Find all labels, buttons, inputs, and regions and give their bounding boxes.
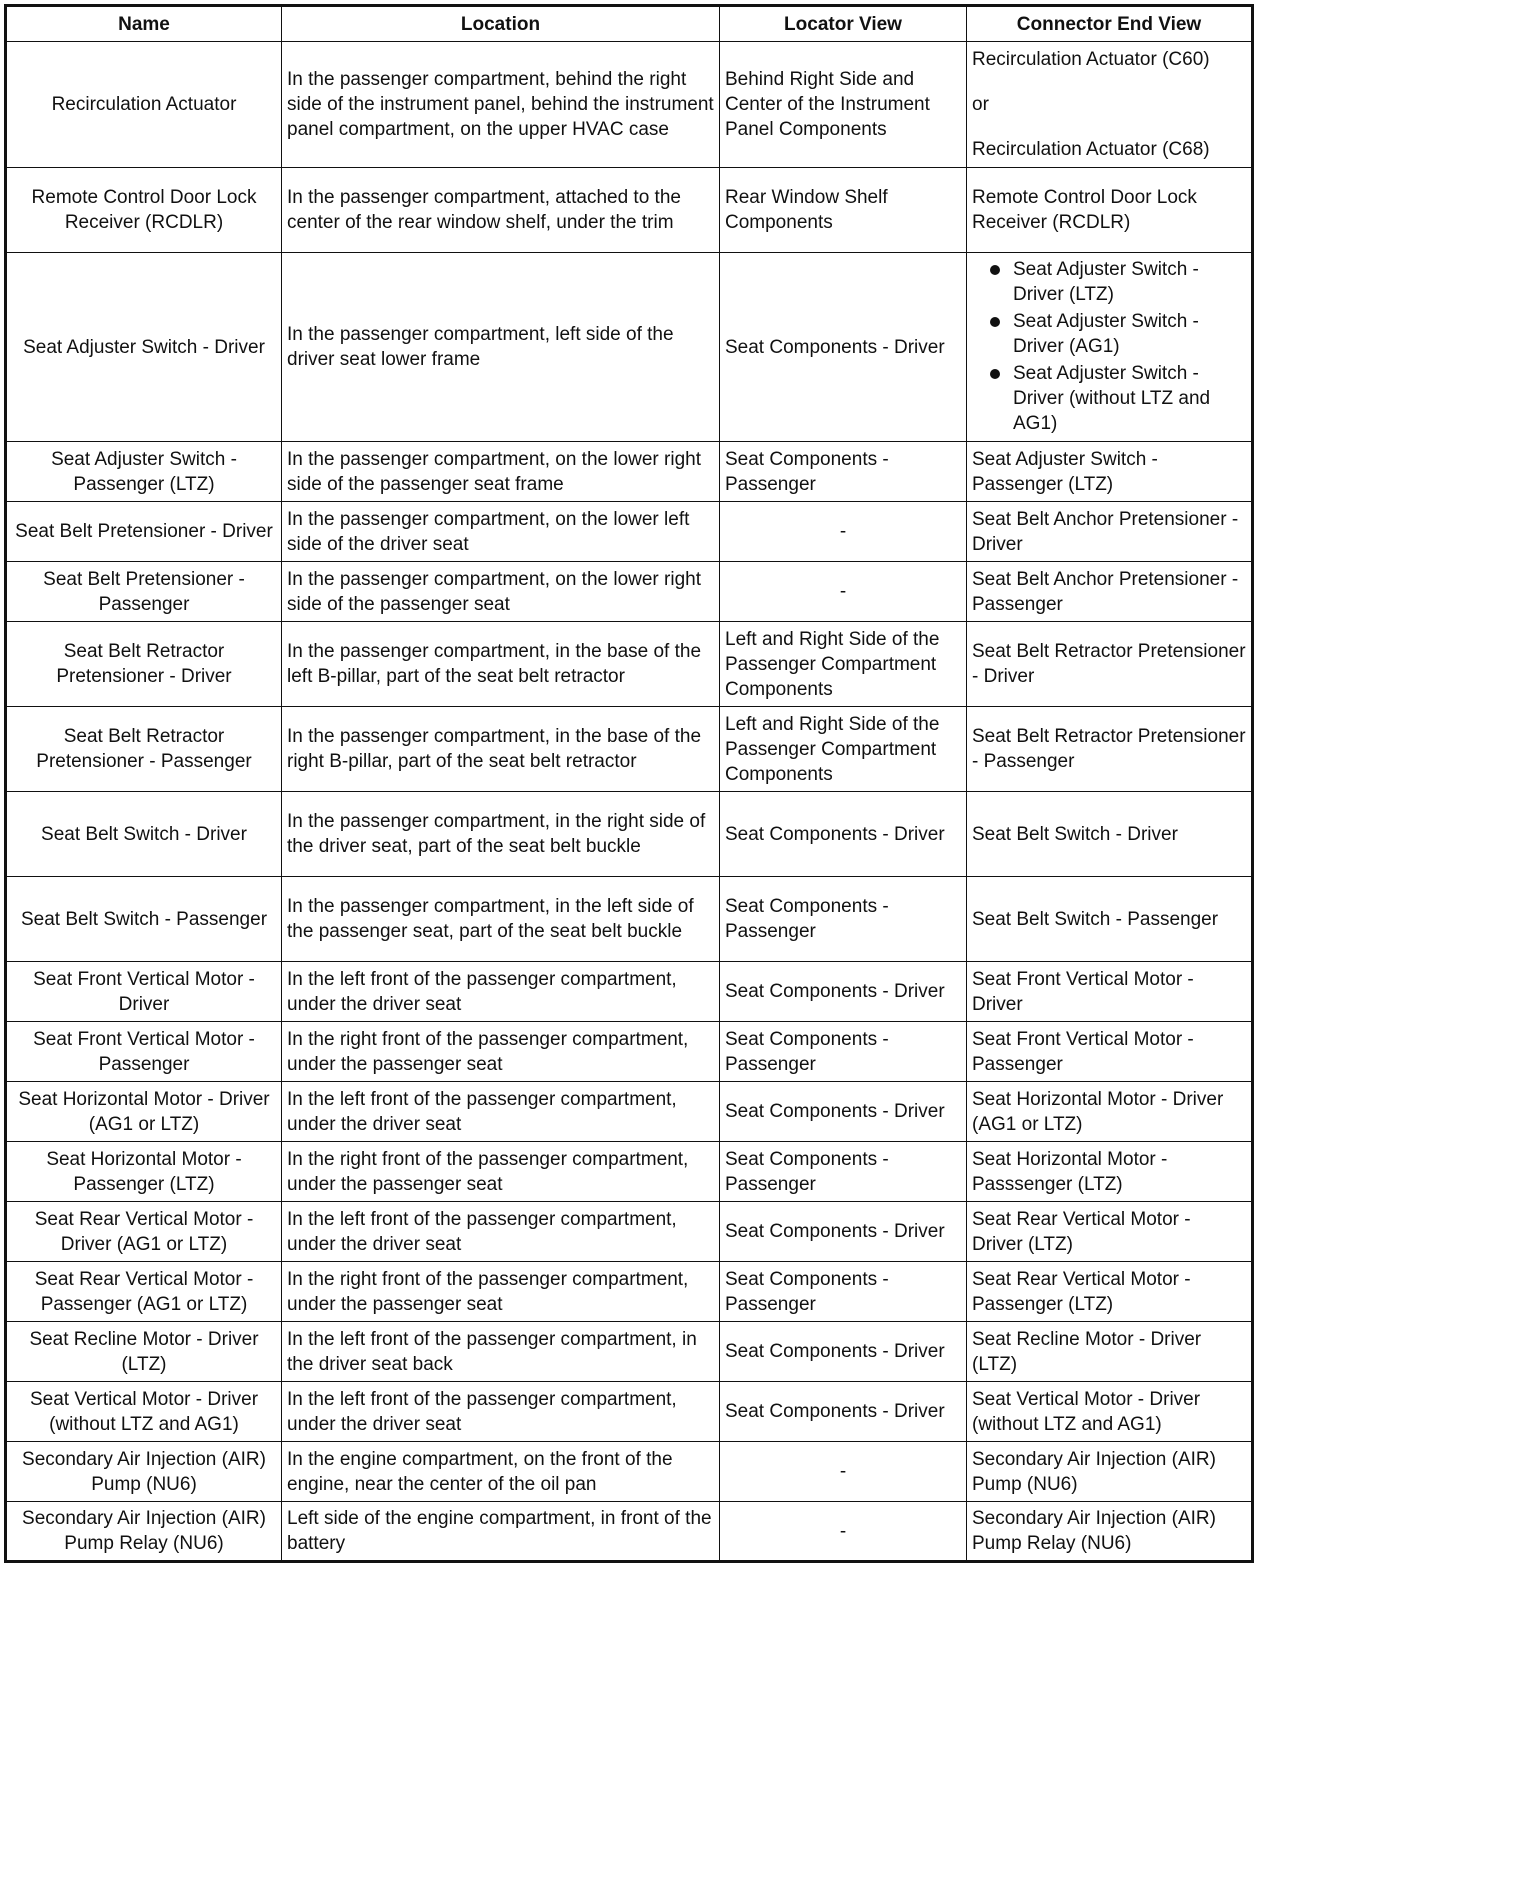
table-row xyxy=(6,792,1253,877)
cell-locator-view: Left and Right Side of the Passenger Compartment Components xyxy=(720,622,967,707)
table-row xyxy=(6,1022,1253,1082)
component-locator-table xyxy=(4,4,1254,1563)
cell-connector-end-view: Seat Rear Vertical Motor - Driver (LTZ) xyxy=(967,1202,1253,1262)
cell-locator-view: Seat Components - Passenger xyxy=(720,877,967,962)
cell-location: In the passenger compartment, on the lower right side of the passenger seat frame xyxy=(282,442,720,502)
cell-name: Remote Control Door Lock Receiver (RCDLR) xyxy=(6,168,282,253)
cell-connector-end-view: Seat Horizontal Motor - Passsenger (LTZ) xyxy=(967,1142,1253,1202)
cell-location: In the engine compartment, on the front of the engine, near the center of the oil pan xyxy=(282,1442,720,1502)
table-row xyxy=(6,707,1253,792)
table-row xyxy=(6,622,1253,707)
cell-location: In the passenger compartment, attached to the center of the rear window shelf, under the trim xyxy=(282,168,720,253)
header-name: Name xyxy=(6,6,282,42)
cell-locator-view: - xyxy=(720,1442,967,1502)
cell-name: Seat Recline Motor - Driver (LTZ) xyxy=(6,1322,282,1382)
table-row xyxy=(6,562,1253,622)
cell-location: In the right front of the passenger compartment, under the passenger seat xyxy=(282,1262,720,1322)
cell-location: In the passenger compartment, on the lower right side of the passenger seat xyxy=(282,562,720,622)
cell-connector-end-view: Seat Belt Anchor Pretensioner - Passenger xyxy=(967,562,1253,622)
cell-name: Secondary Air Injection (AIR) Pump Relay (NU6) xyxy=(6,1502,282,1562)
cell-name: Seat Belt Retractor Pretensioner - Driver xyxy=(6,622,282,707)
cell-location: In the passenger compartment, in the left side of the passenger seat, part of the seat belt buckle xyxy=(282,877,720,962)
cell-connector-end-view: Seat Front Vertical Motor - Passenger xyxy=(967,1022,1253,1082)
cell-name: Seat Front Vertical Motor - Driver xyxy=(6,962,282,1022)
list-item: Seat Adjuster Switch - Driver (AG1) xyxy=(988,309,1246,359)
cell-connector-end-view xyxy=(967,253,1253,442)
cell-locator-view: Seat Components - Passenger xyxy=(720,442,967,502)
cell-connector-end-view: Seat Rear Vertical Motor - Passenger (LTZ) xyxy=(967,1262,1253,1322)
cell-connector-end-view: Seat Adjuster Switch - Passenger (LTZ) xyxy=(967,442,1253,502)
connector-line: Recirculation Actuator (C68) xyxy=(972,139,1210,160)
cell-name: Secondary Air Injection (AIR) Pump (NU6) xyxy=(6,1442,282,1502)
cell-locator-view: Seat Components - Passenger xyxy=(720,1142,967,1202)
cell-locator-view: - xyxy=(720,1502,967,1562)
cell-name: Seat Adjuster Switch - Driver xyxy=(6,253,282,442)
table-row xyxy=(6,442,1253,502)
cell-connector-end-view: Seat Vertical Motor - Driver (without LTZ and AG1) xyxy=(967,1382,1253,1442)
cell-name: Seat Front Vertical Motor - Passenger xyxy=(6,1022,282,1082)
cell-location: In the passenger compartment, behind the right side of the instrument panel, behind the instrument panel compartment, on the upper HVAC case xyxy=(282,42,720,168)
cell-connector-end-view: Secondary Air Injection (AIR) Pump (NU6) xyxy=(967,1442,1253,1502)
cell-locator-view: - xyxy=(720,562,967,622)
header-connector-end-view: Connector End View xyxy=(967,6,1253,42)
connector-line: Recirculation Actuator (C60) xyxy=(972,49,1210,70)
cell-locator-view: Left and Right Side of the Passenger Compartment Components xyxy=(720,707,967,792)
cell-connector-end-view: Seat Belt Switch - Passenger xyxy=(967,877,1253,962)
cell-name: Seat Rear Vertical Motor - Driver (AG1 or LTZ) xyxy=(6,1202,282,1262)
table-row xyxy=(6,502,1253,562)
header-row xyxy=(6,6,1253,42)
cell-name: Seat Vertical Motor - Driver (without LTZ and AG1) xyxy=(6,1382,282,1442)
list-item: Seat Adjuster Switch - Driver (LTZ) xyxy=(988,257,1246,307)
cell-location: In the passenger compartment, on the lower left side of the driver seat xyxy=(282,502,720,562)
cell-location: In the passenger compartment, in the right side of the driver seat, part of the seat belt buckle xyxy=(282,792,720,877)
cell-name: Seat Belt Pretensioner - Driver xyxy=(6,502,282,562)
table-row xyxy=(6,1202,1253,1262)
list-item: Seat Adjuster Switch - Driver (without LTZ and AG1) xyxy=(988,361,1246,436)
cell-connector-end-view: Seat Recline Motor - Driver (LTZ) xyxy=(967,1322,1253,1382)
cell-locator-view: Seat Components - Driver xyxy=(720,1382,967,1442)
cell-name: Seat Belt Switch - Passenger xyxy=(6,877,282,962)
cell-name: Seat Horizontal Motor - Driver (AG1 or LTZ) xyxy=(6,1082,282,1142)
table-row xyxy=(6,168,1253,253)
table-row xyxy=(6,1082,1253,1142)
cell-locator-view: Seat Components - Passenger xyxy=(720,1262,967,1322)
cell-location: In the right front of the passenger compartment, under the passenger seat xyxy=(282,1142,720,1202)
cell-connector-end-view: Seat Front Vertical Motor - Driver xyxy=(967,962,1253,1022)
table-row xyxy=(6,1322,1253,1382)
connector-bullet-list xyxy=(972,257,1246,436)
table-row xyxy=(6,253,1253,442)
table-row xyxy=(6,962,1253,1022)
cell-connector-end-view: Seat Horizontal Motor - Driver (AG1 or LTZ) xyxy=(967,1082,1253,1142)
cell-location: In the left front of the passenger compartment, under the driver seat xyxy=(282,1082,720,1142)
table-row xyxy=(6,1382,1253,1442)
table-row xyxy=(6,1142,1253,1202)
cell-locator-view: Behind Right Side and Center of the Instrument Panel Components xyxy=(720,42,967,168)
cell-connector-end-view: Seat Belt Anchor Pretensioner - Driver xyxy=(967,502,1253,562)
cell-connector-end-view: Seat Belt Switch - Driver xyxy=(967,792,1253,877)
table-row xyxy=(6,42,1253,168)
cell-location: In the passenger compartment, in the base of the right B-pillar, part of the seat belt retractor xyxy=(282,707,720,792)
cell-name: Seat Adjuster Switch - Passenger (LTZ) xyxy=(6,442,282,502)
cell-location: In the right front of the passenger compartment, under the passenger seat xyxy=(282,1022,720,1082)
cell-connector-end-view: Seat Belt Retractor Pretensioner - Passenger xyxy=(967,707,1253,792)
cell-locator-view: Seat Components - Driver xyxy=(720,792,967,877)
cell-location: In the left front of the passenger compartment, under the driver seat xyxy=(282,962,720,1022)
header-location: Location xyxy=(282,6,720,42)
cell-locator-view: Seat Components - Driver xyxy=(720,962,967,1022)
cell-name: Seat Rear Vertical Motor - Passenger (AG1 or LTZ) xyxy=(6,1262,282,1322)
cell-location: In the passenger compartment, left side of the driver seat lower frame xyxy=(282,253,720,442)
cell-location: In the left front of the passenger compartment, under the driver seat xyxy=(282,1382,720,1442)
cell-location: In the passenger compartment, in the base of the left B-pillar, part of the seat belt retractor xyxy=(282,622,720,707)
cell-locator-view: Seat Components - Driver xyxy=(720,1322,967,1382)
table-row xyxy=(6,877,1253,962)
cell-connector-end-view xyxy=(967,42,1253,168)
cell-connector-end-view: Remote Control Door Lock Receiver (RCDLR) xyxy=(967,168,1253,253)
cell-connector-end-view: Secondary Air Injection (AIR) Pump Relay (NU6) xyxy=(967,1502,1253,1562)
table-row xyxy=(6,1502,1253,1562)
cell-name: Seat Horizontal Motor - Passenger (LTZ) xyxy=(6,1142,282,1202)
header-locator-view: Locator View xyxy=(720,6,967,42)
table-row xyxy=(6,1262,1253,1322)
cell-name: Seat Belt Pretensioner - Passenger xyxy=(6,562,282,622)
cell-locator-view: Rear Window Shelf Components xyxy=(720,168,967,253)
cell-locator-view: Seat Components - Passenger xyxy=(720,1022,967,1082)
cell-location: Left side of the engine compartment, in front of the battery xyxy=(282,1502,720,1562)
cell-name: Seat Belt Retractor Pretensioner - Passenger xyxy=(6,707,282,792)
cell-location: In the left front of the passenger compartment, in the driver seat back xyxy=(282,1322,720,1382)
cell-locator-view: Seat Components - Driver xyxy=(720,253,967,442)
cell-connector-end-view: Seat Belt Retractor Pretensioner - Driver xyxy=(967,622,1253,707)
cell-name: Seat Belt Switch - Driver xyxy=(6,792,282,877)
cell-name: Recirculation Actuator xyxy=(6,42,282,168)
cell-locator-view: Seat Components - Driver xyxy=(720,1202,967,1262)
table-row xyxy=(6,1442,1253,1502)
cell-locator-view: Seat Components - Driver xyxy=(720,1082,967,1142)
cell-location: In the left front of the passenger compartment, under the driver seat xyxy=(282,1202,720,1262)
cell-locator-view: - xyxy=(720,502,967,562)
connector-line: or xyxy=(972,94,989,115)
